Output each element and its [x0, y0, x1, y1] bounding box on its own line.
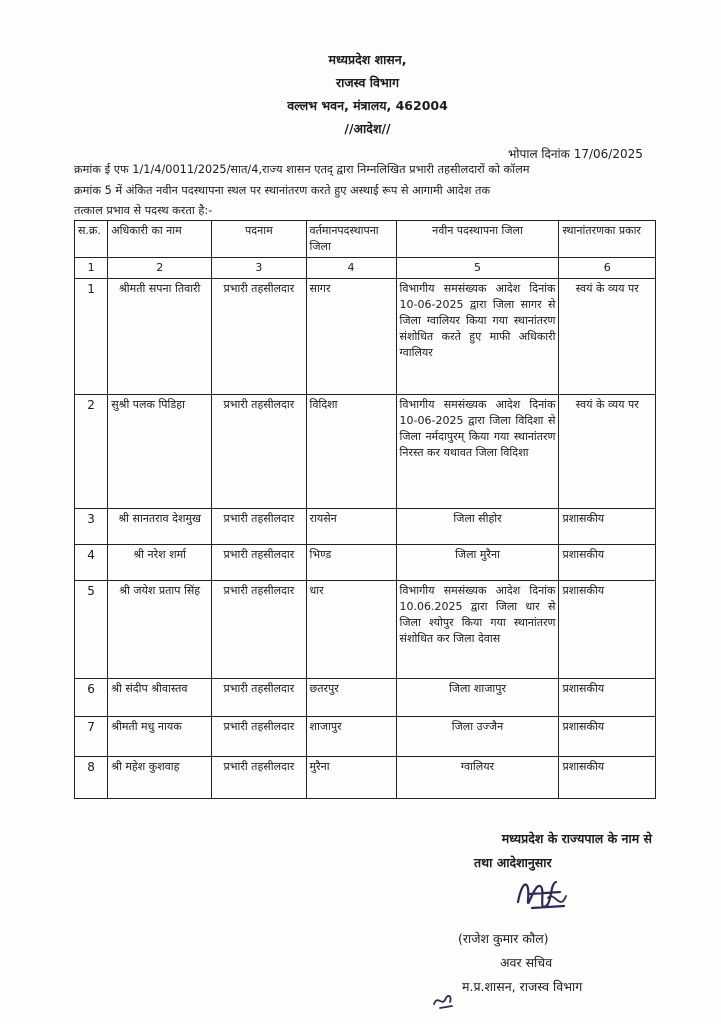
transfer-table: [74, 220, 656, 799]
row-new-posting: विभागीय समसंख्यक आदेश दिनांक 10.06.2025 द्वारा जिला धार से जिला श्योपुर किया गया स्थानांतरण संशोधित कर जिला देवास: [396, 581, 559, 679]
row-new-posting: ग्वालियर: [396, 757, 559, 799]
row-new-posting: जिला सीहोर: [396, 509, 559, 545]
table-row: [75, 395, 656, 509]
signoff-block: [412, 827, 672, 875]
row-current-posting: मुरैना: [306, 757, 396, 799]
officer-name: (राजेश कुमार कौल): [458, 931, 549, 946]
col-number: 1: [75, 258, 108, 279]
table-row: [75, 679, 656, 717]
row-officer-name: सुश्री पलक पिडिहा: [108, 395, 212, 509]
row-sno: 6: [75, 679, 108, 717]
row-current-posting: शाजापुर: [306, 717, 396, 757]
order-intro: [74, 160, 656, 222]
row-transfer-type: स्वयं के व्यय पर: [559, 279, 656, 395]
row-transfer-type: प्रशासकीय: [559, 679, 656, 717]
row-current-posting: रायसेन: [306, 509, 396, 545]
header-sno: स.क्र.: [75, 221, 108, 258]
order-heading: //आदेश//: [344, 121, 391, 136]
table-row: [75, 717, 656, 757]
intro-line-2: क्रमांक 5 में अंकित नवीन पदस्थापना स्थल पर स्थानांतरण करते हुए अस्थाई रूप से आगामी आदेश तक: [74, 183, 491, 197]
officer-department: म.प्र.शासन, राजस्व विभाग: [462, 979, 583, 994]
row-new-posting: जिला उज्जैन: [396, 717, 559, 757]
row-sno: 3: [75, 509, 108, 545]
header-designation: पदनाम: [212, 221, 306, 258]
col-number: 4: [306, 258, 396, 279]
header-new-posting: नवीन पदस्थापना जिला: [396, 221, 559, 258]
column-number-row: [75, 258, 656, 279]
row-new-posting: जिला मुरैना: [396, 545, 559, 581]
header-transfer-type: स्थानांतरणका प्रकार: [559, 221, 656, 258]
row-current-posting: धार: [306, 581, 396, 679]
row-current-posting: सागर: [306, 279, 396, 395]
table-header-row: [75, 221, 656, 258]
row-officer-name: श्री सानतराव देशमुख: [108, 509, 212, 545]
row-new-posting: जिला शाजापुर: [396, 679, 559, 717]
row-designation: प्रभारी तहसीलदार: [212, 581, 306, 679]
table-row: [75, 757, 656, 799]
row-sno: 8: [75, 757, 108, 799]
govt-name: मध्यप्रदेश शासन,: [328, 52, 407, 67]
col-number: 6: [559, 258, 656, 279]
header-officer-name: अधिकारी का नाम: [108, 221, 212, 258]
signoff-line-1: मध्यप्रदेश के राज्यपाल के नाम से: [501, 831, 652, 846]
row-transfer-type: प्रशासकीय: [559, 757, 656, 799]
initial-mark-icon: [430, 988, 456, 1014]
row-current-posting: विदिशा: [306, 395, 396, 509]
row-designation: प्रभारी तहसीलदार: [212, 395, 306, 509]
row-sno: 5: [75, 581, 108, 679]
office-address: वल्लभ भवन, मंत्रालय, 462004: [287, 98, 448, 113]
header-current-posting: वर्तमानपदस्थापना जिला: [306, 221, 396, 258]
row-transfer-type: प्रशासकीय: [559, 717, 656, 757]
intro-line-1: क्रमांक ई एफ 1/1/4/0011/2025/सात/4,राज्य शासन एतद् द्वारा निम्नलिखित प्रभारी तहसीलदारों को कॉलम: [74, 163, 530, 176]
row-designation: प्रभारी तहसीलदार: [212, 545, 306, 581]
row-sno: 2: [75, 395, 108, 509]
row-officer-name: श्री संदीप श्रीवास्तव: [108, 679, 212, 717]
row-transfer-type: प्रशासकीय: [559, 545, 656, 581]
row-designation: प्रभारी तहसीलदार: [212, 757, 306, 799]
row-sno: 7: [75, 717, 108, 757]
intro-line-3: तत्काल प्रभाव से पदस्थ करता है:-: [74, 204, 213, 217]
row-transfer-type: प्रशासकीय: [559, 581, 656, 679]
row-new-posting: विभागीय समसंख्यक आदेश दिनांक 10-06-2025 द्वारा जिला विदिशा से जिला नर्मदापुरम् किया गया स्थानांतरण निरस्त कर यथावत जिला विदिशा: [396, 395, 559, 509]
table-row: [75, 279, 656, 395]
col-number: 5: [396, 258, 559, 279]
row-officer-name: श्रीमती सपना तिवारी: [108, 279, 212, 395]
table-row: [75, 509, 656, 545]
row-sno: 4: [75, 545, 108, 581]
order-date: भोपाल दिनांक 17/06/2025: [508, 147, 643, 161]
row-current-posting: छतरपुर: [306, 679, 396, 717]
row-officer-name: श्री नरेश शर्मा: [108, 545, 212, 581]
row-officer-name: श्री महेश कुशवाह: [108, 757, 212, 799]
row-sno: 1: [75, 279, 108, 395]
officer-block: [458, 927, 582, 999]
row-designation: प्रभारी तहसीलदार: [212, 279, 306, 395]
officer-title: अवर सचिव: [500, 955, 553, 970]
department-name: राजस्व विभाग: [335, 75, 400, 90]
signoff-line-2: तथा आदेशानुसार: [474, 855, 552, 870]
row-transfer-type: स्वयं के व्यय पर: [559, 395, 656, 509]
row-designation: प्रभारी तहसीलदार: [212, 509, 306, 545]
row-current-posting: भिण्ड: [306, 545, 396, 581]
row-new-posting: विभागीय समसंख्यक आदेश दिनांक 10-06-2025 द्वारा जिला सागर से जिला ग्वालियर किया गया स्थानांतरण संशोधित करते हुए माफी अधिकारी ग्वालियर: [396, 279, 559, 395]
col-number: 3: [212, 258, 306, 279]
col-number: 2: [108, 258, 212, 279]
row-designation: प्रभारी तहसीलदार: [212, 679, 306, 717]
table-row: [75, 581, 656, 679]
row-officer-name: श्री जयेश प्रताप सिंह: [108, 581, 212, 679]
row-officer-name: श्रीमती मधु नायक: [108, 717, 212, 757]
signature-icon: [510, 872, 570, 920]
letterhead: [0, 48, 721, 140]
table-row: [75, 545, 656, 581]
row-transfer-type: प्रशासकीय: [559, 509, 656, 545]
row-designation: प्रभारी तहसीलदार: [212, 717, 306, 757]
